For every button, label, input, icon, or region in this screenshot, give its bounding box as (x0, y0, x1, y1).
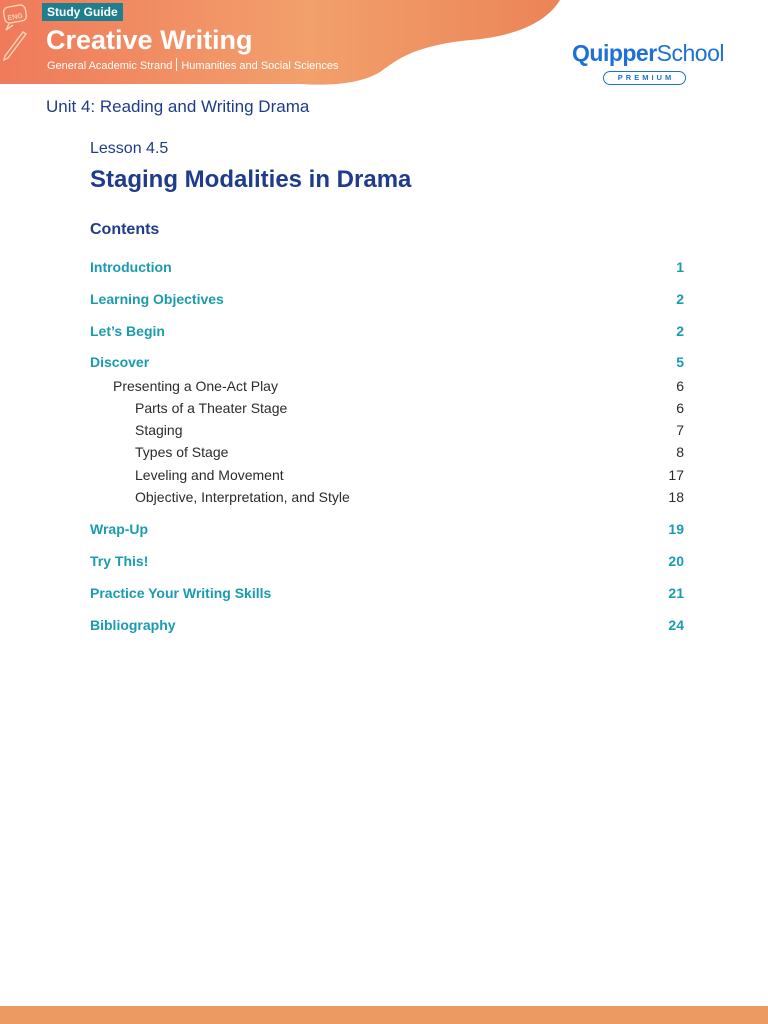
toc-page[interactable]: 6 (676, 400, 684, 416)
toc-entry-introduction[interactable] (90, 257, 684, 277)
course-title: Creative Writing (46, 25, 253, 55)
toc-label[interactable]: Wrap-Up (90, 521, 149, 537)
toc-page[interactable]: 8 (676, 444, 684, 460)
toc-entry-parts-of-theater-stage[interactable] (90, 398, 684, 418)
toc-entry-practice-writing-skills[interactable] (90, 583, 684, 603)
toc-label[interactable]: Let’s Begin (90, 323, 165, 339)
toc-page[interactable]: 5 (676, 354, 684, 370)
track-label: Humanities and Social Sciences (181, 60, 339, 72)
toc-label[interactable]: Types of Stage (135, 444, 229, 460)
contents-heading: Contents (90, 221, 160, 238)
toc-page[interactable]: 20 (668, 553, 684, 569)
toc-label[interactable]: Introduction (90, 259, 172, 275)
toc-entry-wrap-up[interactable] (90, 519, 684, 539)
study-guide-badge: Study Guide (42, 3, 123, 21)
toc-label[interactable]: Presenting a One-Act Play (113, 378, 278, 394)
toc-entry-try-this[interactable] (90, 551, 684, 571)
toc-label[interactable]: Leveling and Movement (135, 467, 284, 483)
toc-label[interactable]: Practice Your Writing Skills (90, 585, 272, 601)
toc-entry-presenting-one-act-play[interactable] (90, 376, 684, 396)
unit-title: Unit 4: Reading and Writing Drama (46, 97, 310, 116)
course-subtitle (47, 58, 339, 73)
toc-entry-leveling-and-movement[interactable] (90, 465, 684, 485)
premium-badge: PREMIUM (603, 71, 686, 85)
toc-entry-discover[interactable] (90, 352, 684, 372)
logo-quipper: Quipper (572, 40, 657, 66)
toc-label[interactable]: Bibliography (90, 617, 176, 633)
toc-page[interactable]: 2 (676, 291, 684, 307)
quipper-school-logo (572, 40, 724, 66)
logo-school: School (656, 40, 724, 66)
toc-label[interactable]: Objective, Interpretation, and Style (135, 489, 350, 505)
toc-page[interactable]: 19 (668, 521, 684, 537)
toc-label[interactable]: Try This! (90, 553, 149, 569)
toc-entry-objective-interpretation-style[interactable] (90, 487, 684, 507)
subtitle-divider (176, 58, 177, 71)
toc-page[interactable]: 2 (676, 323, 684, 339)
toc-page[interactable]: 21 (668, 585, 684, 601)
toc-entry-lets-begin[interactable] (90, 321, 684, 341)
eng-pencil-icon (0, 0, 34, 62)
toc-page[interactable]: 17 (668, 467, 684, 483)
svg-text:ENG: ENG (7, 12, 24, 23)
toc-label[interactable]: Discover (90, 354, 150, 370)
lesson-number: Lesson 4.5 (90, 140, 169, 157)
toc-page[interactable]: 24 (668, 617, 684, 633)
toc-page[interactable]: 18 (668, 489, 684, 505)
toc-label[interactable]: Learning Objectives (90, 291, 224, 307)
strand-label: General Academic Strand (47, 60, 173, 72)
toc-page[interactable]: 7 (676, 422, 684, 438)
toc-label[interactable]: Parts of a Theater Stage (135, 400, 288, 416)
toc-entry-bibliography[interactable] (90, 615, 684, 635)
toc-page[interactable]: 6 (676, 378, 684, 394)
toc-entry-learning-objectives[interactable] (90, 289, 684, 309)
toc-entry-types-of-stage[interactable] (90, 442, 684, 462)
lesson-title: Staging Modalities in Drama (90, 166, 412, 193)
footer-bar (0, 1006, 768, 1024)
toc-label[interactable]: Staging (135, 422, 183, 438)
toc-entry-staging[interactable] (90, 420, 684, 440)
toc-page[interactable]: 1 (676, 259, 684, 275)
